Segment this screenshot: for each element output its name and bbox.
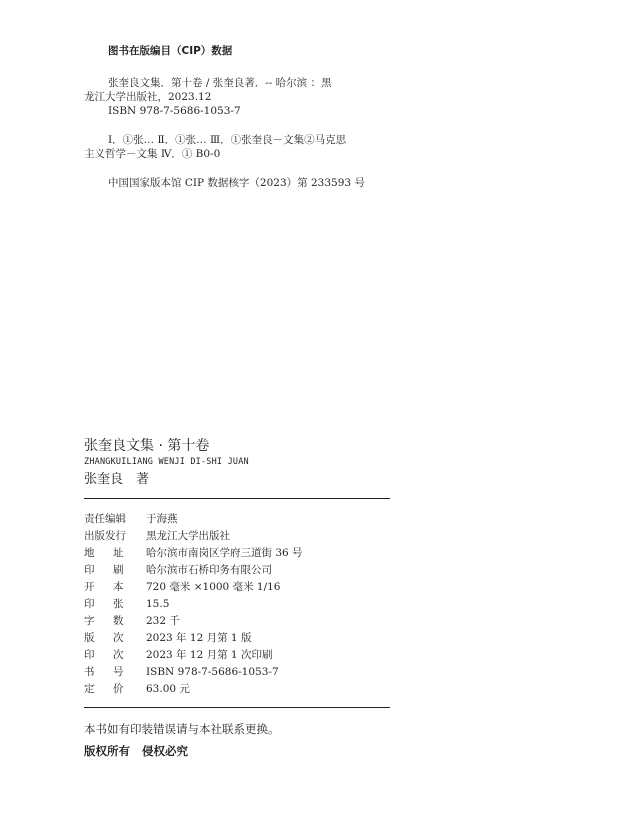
spec-row-format bbox=[84, 579, 390, 596]
spec-row-sheets bbox=[84, 596, 390, 613]
spec-label: 出版发行 bbox=[84, 530, 126, 542]
spec-value: 15.5 bbox=[146, 598, 170, 610]
cip-line-1: 张奎良文集．第十卷 / 张奎良著．-- 哈尔滨 ：黑 bbox=[108, 77, 332, 89]
spec-label: 印 张 bbox=[84, 598, 124, 610]
spec-row-isbn bbox=[84, 664, 390, 681]
spec-value: 哈尔滨市南岗区学府三道街 36 号 bbox=[146, 547, 303, 559]
book-title-pinyin: ZHANGKUILIANG WENJI DI-SHI JUAN bbox=[84, 457, 249, 467]
cip-heading: 图书在版编目（CIP）数据 bbox=[108, 45, 233, 57]
cip-block bbox=[84, 44, 414, 190]
book-title: 张奎良文集 · 第十卷 bbox=[84, 438, 210, 454]
spec-label: 开 本 bbox=[84, 581, 124, 593]
spec-value: 63.00 元 bbox=[146, 683, 190, 695]
publication-specs bbox=[84, 511, 390, 698]
spec-label: 责任编辑 bbox=[84, 513, 126, 525]
spec-row-printing bbox=[84, 647, 390, 664]
spec-label: 地 址 bbox=[84, 547, 124, 559]
replacement-notice: 本书如有印装错误请与本社联系更换。 bbox=[84, 722, 280, 736]
spec-label: 书 号 bbox=[84, 666, 124, 678]
spec-value: 哈尔滨市石桥印务有限公司 bbox=[146, 564, 272, 576]
cip-classification-2: 主义哲学－文集 Ⅳ．① B0-0 bbox=[84, 148, 221, 160]
spec-row-address bbox=[84, 545, 390, 562]
cip-line-2: 龙江大学出版社，2023.12 bbox=[84, 91, 212, 103]
spec-row-editor bbox=[84, 511, 390, 528]
divider-top bbox=[84, 498, 390, 499]
spec-label: 版 次 bbox=[84, 632, 124, 644]
copyright-notice: 版权所有 侵权必究 bbox=[84, 744, 189, 758]
spec-value: 232 千 bbox=[146, 615, 180, 627]
spec-value: 于海燕 bbox=[146, 513, 178, 525]
spec-value: 2023 年 12 月第 1 次印刷 bbox=[146, 649, 273, 661]
spec-label: 印 刷 bbox=[84, 564, 124, 576]
book-author: 张奎良 著 bbox=[84, 472, 150, 487]
divider-bottom bbox=[84, 707, 390, 708]
cip-record-number: 中国国家版本馆 CIP 数据核字（2023）第 233593 号 bbox=[108, 177, 365, 189]
spec-row-printer bbox=[84, 562, 390, 579]
spec-row-word-count bbox=[84, 613, 390, 630]
spec-value: 720 毫米 ×1000 毫米 1/16 bbox=[146, 581, 281, 593]
spec-value: 2023 年 12 月第 1 版 bbox=[146, 632, 252, 644]
spec-row-publisher bbox=[84, 528, 390, 545]
spec-label: 定 价 bbox=[84, 683, 124, 695]
spec-row-price bbox=[84, 681, 390, 698]
spec-row-edition bbox=[84, 630, 390, 647]
cip-isbn: ISBN 978-7-5686-1053-7 bbox=[108, 105, 241, 117]
cip-classification-1: Ⅰ．①张… Ⅱ．①张… Ⅲ．①张奎良－文集②马克思 bbox=[108, 134, 347, 146]
spec-value: 黑龙江大学出版社 bbox=[146, 530, 230, 542]
spec-label: 印 次 bbox=[84, 649, 124, 661]
spec-value: ISBN 978-7-5686-1053-7 bbox=[146, 666, 279, 678]
colophon bbox=[84, 437, 390, 759]
spec-label: 字 数 bbox=[84, 615, 124, 627]
